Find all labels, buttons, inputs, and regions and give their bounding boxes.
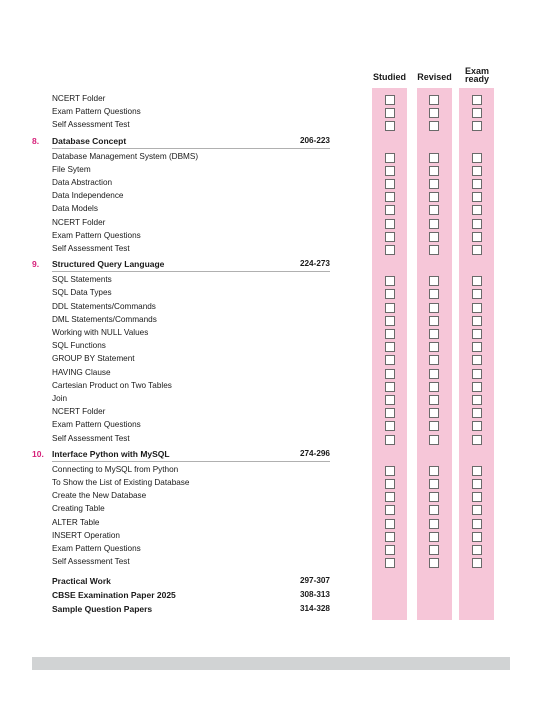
checkbox-studied[interactable]	[385, 166, 395, 176]
checkbox-exam-ready[interactable]	[472, 479, 482, 489]
list-item: To Show the List of Existing Database	[52, 478, 190, 487]
column-header-revised: Revised	[417, 72, 452, 82]
checkbox-exam-ready[interactable]	[472, 121, 482, 131]
checkbox-studied[interactable]	[385, 421, 395, 431]
checkbox-studied[interactable]	[385, 329, 395, 339]
checkbox-revised[interactable]	[429, 276, 439, 286]
list-item: Self Assessment Test	[52, 120, 130, 130]
checkbox-studied[interactable]	[385, 545, 395, 555]
checkbox-exam-ready[interactable]	[472, 395, 482, 405]
section-title: Interface Python with MySQL	[52, 448, 170, 459]
list-item: Connecting to MySQL from Python	[52, 464, 179, 474]
section-divider	[52, 461, 330, 462]
checkbox-studied[interactable]	[385, 382, 395, 392]
checkbox-exam-ready[interactable]	[472, 276, 482, 286]
checkbox-exam-ready[interactable]	[472, 558, 482, 568]
list-item: HAVING Clause	[52, 367, 111, 377]
checkbox-studied[interactable]	[385, 342, 395, 352]
checkbox-revised[interactable]	[429, 532, 439, 542]
list-item: SQL Functions	[52, 341, 106, 351]
checkbox-exam-ready[interactable]	[472, 421, 482, 431]
checkbox-revised[interactable]	[429, 435, 439, 445]
checkbox-studied[interactable]	[385, 205, 395, 215]
checkbox-revised[interactable]	[429, 153, 439, 163]
list-item: File Sytem	[52, 164, 91, 174]
checkbox-studied[interactable]	[385, 245, 395, 255]
checkbox-studied[interactable]	[385, 121, 395, 131]
checkbox-exam-ready[interactable]	[472, 492, 482, 502]
checkbox-exam-ready[interactable]	[472, 232, 482, 242]
checkbox-studied[interactable]	[385, 219, 395, 229]
checkbox-revised[interactable]	[429, 355, 439, 365]
checkbox-revised[interactable]	[429, 492, 439, 502]
section-number: 9.	[32, 259, 40, 270]
checkbox-exam-ready[interactable]	[472, 316, 482, 326]
checkbox-studied[interactable]	[385, 276, 395, 286]
list-item: Exam Pattern Questions	[52, 230, 141, 240]
list-item: Self Assessment Test	[52, 244, 130, 253]
checkbox-revised[interactable]	[429, 558, 439, 568]
checkbox-studied[interactable]	[385, 179, 395, 189]
checkbox-exam-ready[interactable]	[472, 435, 482, 445]
list-item: NCERT Folder	[52, 94, 106, 103]
checkbox-revised[interactable]	[429, 179, 439, 189]
section-title: Database Concept	[52, 135, 127, 146]
section-number: 10.	[32, 448, 44, 459]
checkbox-revised[interactable]	[429, 466, 439, 476]
list-item: Data Models	[52, 204, 98, 214]
list-item: NCERT Folder	[52, 407, 106, 417]
checkbox-studied[interactable]	[385, 108, 395, 118]
checkbox-exam-ready[interactable]	[472, 532, 482, 542]
checkbox-exam-ready[interactable]	[472, 166, 482, 176]
list-item: DDL Statements/Commands	[52, 301, 156, 311]
checkbox-exam-ready[interactable]	[472, 108, 482, 118]
extra-pages: 308-313	[299, 590, 330, 600]
extra-title: Practical Work	[52, 576, 111, 587]
checkbox-exam-ready[interactable]	[472, 505, 482, 515]
list-item: SQL Statements	[52, 275, 112, 285]
list-item: ALTER Table	[52, 517, 100, 527]
list-item: Working with NULL Values	[52, 328, 149, 337]
list-item: Data Independence	[52, 191, 124, 201]
checkbox-exam-ready[interactable]	[472, 289, 482, 299]
checkbox-revised[interactable]	[429, 303, 439, 313]
extra-title: CBSE Examination Paper 2025	[52, 590, 176, 601]
checkbox-studied[interactable]	[385, 532, 395, 542]
checkbox-studied[interactable]	[385, 95, 395, 105]
list-item: GROUP BY Statement	[52, 354, 135, 364]
column-header-exam-line1: Exam	[464, 66, 490, 76]
extra-title: Sample Question Papers	[52, 604, 153, 615]
checkbox-exam-ready[interactable]	[472, 303, 482, 313]
checkbox-exam-ready[interactable]	[472, 466, 482, 476]
checkbox-studied[interactable]	[385, 505, 395, 515]
checkbox-studied[interactable]	[385, 558, 395, 568]
list-item: Exam Pattern Questions	[52, 107, 141, 117]
checkbox-revised[interactable]	[429, 408, 439, 418]
list-item: Database Management System (DBMS)	[52, 151, 199, 161]
checkbox-exam-ready[interactable]	[472, 342, 482, 352]
section-divider	[52, 148, 330, 149]
checkbox-studied[interactable]	[385, 355, 395, 365]
list-item: Creating Table	[52, 504, 105, 514]
checkbox-exam-ready[interactable]	[472, 245, 482, 255]
checkbox-revised[interactable]	[429, 545, 439, 555]
checkbox-exam-ready[interactable]	[472, 369, 482, 379]
list-item: Data Abstraction	[52, 178, 113, 187]
section-pages: 224-273	[299, 259, 330, 269]
checkbox-exam-ready[interactable]	[472, 408, 482, 418]
list-item: NCERT Folder	[52, 217, 106, 227]
checkbox-exam-ready[interactable]	[472, 382, 482, 392]
checkbox-studied[interactable]	[385, 369, 395, 379]
checkbox-studied[interactable]	[385, 232, 395, 242]
checkbox-studied[interactable]	[385, 153, 395, 163]
checkbox-studied[interactable]	[385, 492, 395, 502]
checkbox-revised[interactable]	[429, 342, 439, 352]
checkbox-exam-ready[interactable]	[472, 519, 482, 529]
checkbox-revised[interactable]	[429, 95, 439, 105]
checkbox-exam-ready[interactable]	[472, 95, 482, 105]
checkbox-revised[interactable]	[429, 121, 439, 131]
checkbox-revised[interactable]	[429, 108, 439, 118]
checkbox-studied[interactable]	[385, 466, 395, 476]
checkbox-studied[interactable]	[385, 316, 395, 326]
list-item: Exam Pattern Questions	[52, 420, 141, 430]
checkbox-studied[interactable]	[385, 192, 395, 202]
checkbox-revised[interactable]	[429, 192, 439, 202]
section-divider	[52, 271, 330, 272]
checkbox-revised[interactable]	[429, 316, 439, 326]
extra-pages: 314-328	[299, 604, 330, 614]
checkbox-exam-ready[interactable]	[472, 179, 482, 189]
list-item: SQL Data Types	[52, 288, 112, 298]
checkbox-revised[interactable]	[429, 289, 439, 299]
section-number: 8.	[32, 135, 40, 146]
checkbox-revised[interactable]	[429, 166, 439, 176]
checkbox-exam-ready[interactable]	[472, 153, 482, 163]
list-item: Join	[52, 394, 68, 403]
checkbox-revised[interactable]	[429, 421, 439, 431]
checkbox-revised[interactable]	[429, 395, 439, 405]
checkbox-revised[interactable]	[429, 369, 439, 379]
column-header-studied: Studied	[373, 72, 406, 82]
checkbox-studied[interactable]	[385, 479, 395, 489]
list-item: Self Assessment Test	[52, 557, 130, 567]
checkbox-revised[interactable]	[429, 219, 439, 229]
extra-pages: 297-307	[299, 576, 330, 586]
column-header-exam-ready	[456, 67, 498, 83]
section-pages: 206-223	[299, 135, 330, 145]
list-item: INSERT Operation	[52, 530, 120, 540]
checkbox-exam-ready[interactable]	[472, 192, 482, 202]
checkbox-revised[interactable]	[429, 505, 439, 515]
checkbox-studied[interactable]	[385, 519, 395, 529]
checkbox-revised[interactable]	[429, 205, 439, 215]
checkbox-exam-ready[interactable]	[472, 219, 482, 229]
checkbox-revised[interactable]	[429, 479, 439, 489]
checkbox-exam-ready[interactable]	[472, 329, 482, 339]
checkbox-studied[interactable]	[385, 395, 395, 405]
list-item: Self Assessment Test	[52, 433, 130, 443]
checkbox-revised[interactable]	[429, 245, 439, 255]
column-header-exam-line2: ready	[464, 74, 490, 84]
checkbox-revised[interactable]	[429, 232, 439, 242]
checkbox-revised[interactable]	[429, 519, 439, 529]
section-pages: 274-296	[299, 448, 330, 458]
footer-bar	[32, 657, 510, 670]
checkbox-studied[interactable]	[385, 289, 395, 299]
checkbox-exam-ready[interactable]	[472, 205, 482, 215]
list-item: Cartesian Product on Two Tables	[52, 380, 172, 390]
list-item: DML Statements/Commands	[52, 314, 157, 324]
checkbox-studied[interactable]	[385, 408, 395, 418]
checkbox-studied[interactable]	[385, 435, 395, 445]
checkbox-revised[interactable]	[429, 329, 439, 339]
checkbox-revised[interactable]	[429, 382, 439, 392]
checkbox-studied[interactable]	[385, 303, 395, 313]
checkbox-exam-ready[interactable]	[472, 545, 482, 555]
section-title: Structured Query Language	[52, 259, 165, 270]
list-item: Create the New Database	[52, 491, 147, 501]
checkbox-exam-ready[interactable]	[472, 355, 482, 365]
list-item: Exam Pattern Questions	[52, 544, 141, 553]
